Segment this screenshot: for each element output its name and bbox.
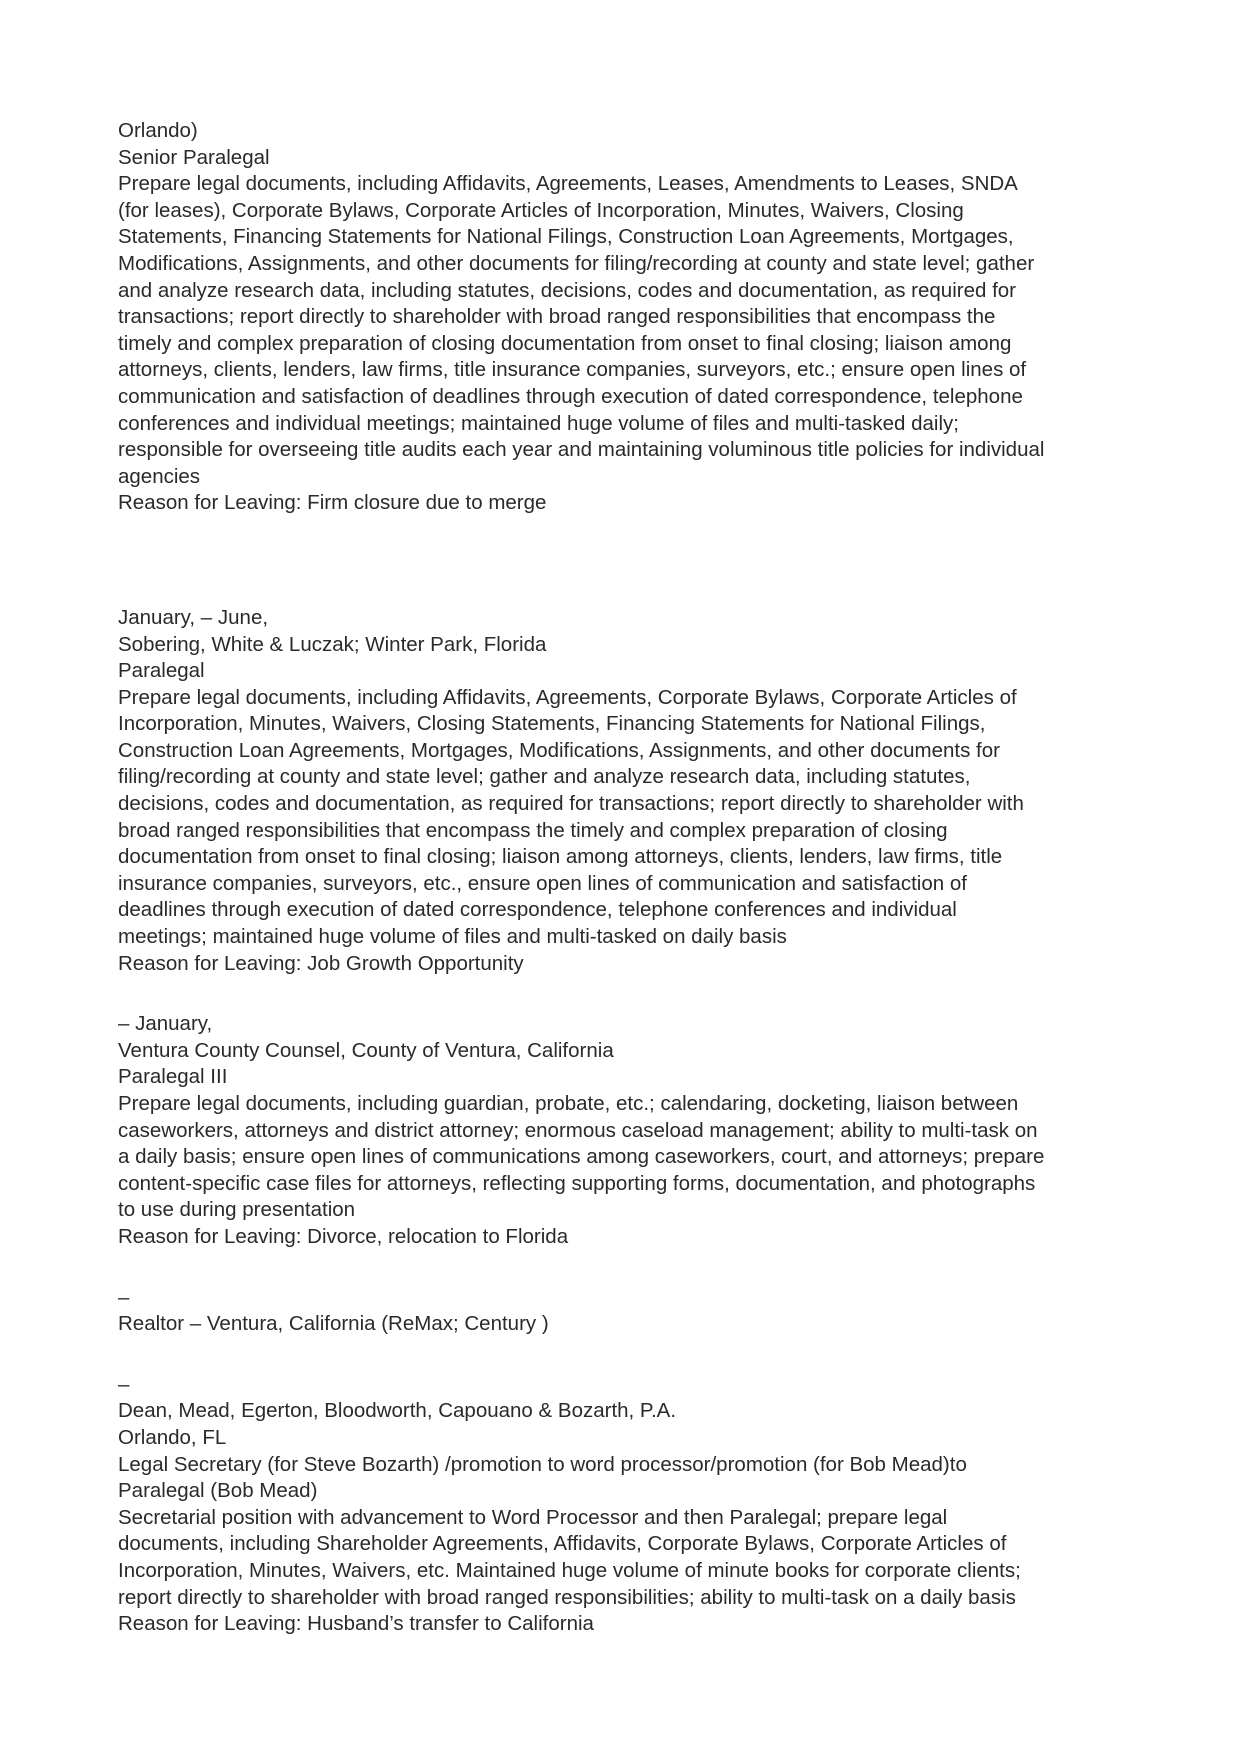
entry-employer: Dean, Mead, Egerton, Bloodworth, Capouano & Bozarth, P.A. — [118, 1399, 677, 1423]
entry-description — [118, 685, 1138, 951]
description-line: broad ranged responsibilities that encompass the timely and complex preparation of closing — [118, 818, 948, 842]
description-line: conferences and individual meetings; maintained huge volume of files and multi-tasked daily; — [118, 411, 959, 435]
description-line: decisions, codes and documentation, as required for transactions; report directly to shareholder with — [118, 792, 1024, 816]
employment-entry — [118, 118, 1138, 517]
entry-description — [118, 1505, 1138, 1611]
entry-reason-for-leaving: Reason for Leaving: Divorce, relocation to Florida — [118, 1224, 569, 1248]
description-line: documents, including Shareholder Agreements, Affidavits, Corporate Bylaws, Corporate Articles of — [118, 1532, 1007, 1556]
entry-title: Paralegal III — [118, 1065, 228, 1089]
description-line: Prepare legal documents, including guardian, probate, etc.; calendaring, docketing, liaison between — [118, 1092, 1019, 1115]
entry-dates: January, – June, — [118, 605, 269, 629]
entry-reason-for-leaving: Reason for Leaving: Job Growth Opportunity — [118, 951, 524, 975]
employment-entry — [118, 1011, 1138, 1250]
description-line: filing/recording at county and state level; gather and analyze research data, including statutes, — [118, 765, 971, 789]
description-line: Incorporation, Minutes, Waivers, Closing Statements, Financing Statements for National Filings, — [118, 712, 986, 736]
description-line: deadlines through execution of dated correspondence, telephone conferences and individual — [118, 898, 957, 922]
spacer — [118, 517, 1138, 605]
entry-title: Realtor – Ventura, California (ReMax; Century ) — [118, 1312, 549, 1336]
employment-entry — [118, 1372, 1138, 1638]
description-line: documentation from onset to final closing; liaison among attorneys, clients, lenders, law firms, title — [118, 845, 1003, 869]
entry-location: Orlando) — [118, 119, 198, 142]
spacer — [118, 977, 1138, 1011]
description-line: Prepare legal documents, including Affidavits, Agreements, Corporate Bylaws, Corporate Articles of — [118, 685, 1017, 709]
description-line: report directly to shareholder with broad ranged responsibilities; ability to multi-task on a daily basis — [118, 1585, 1016, 1609]
description-line: meetings; maintained huge volume of files and multi-tasked on daily basis — [118, 925, 787, 949]
description-line: caseworkers, attorneys and district attorney; enormous caseload management; ability to multi-task on — [118, 1118, 1038, 1142]
description-line: Secretarial position with advancement to Word Processor and then Paralegal; prepare legal — [118, 1505, 948, 1529]
entry-title: Paralegal — [118, 659, 205, 683]
entry-description — [118, 1091, 1138, 1224]
spacer — [118, 1251, 1138, 1285]
description-line: attorneys, clients, lenders, law firms, title insurance companies, surveyors, etc.; ensure open lines of — [118, 358, 1027, 382]
resume-page — [118, 118, 1138, 1638]
description-line: Construction Loan Agreements, Mortgages, Modifications, Assignments, and other documents for — [118, 738, 1000, 762]
description-line: Prepare legal documents, including Affidavits, Agreements, Leases, Amendments to Leases, SNDA — [118, 172, 1018, 196]
entry-dates: – January, — [118, 1012, 213, 1036]
description-line: transactions; report directly to shareholder with broad ranged responsibilities that encompass the — [118, 305, 996, 329]
description-line: a daily basis; ensure open lines of communications among caseworkers, court, and attorneys; prepare — [118, 1145, 1045, 1169]
entry-title: Paralegal (Bob Mead) — [118, 1479, 318, 1503]
employment-entry — [118, 1285, 1138, 1338]
description-line: timely and complex preparation of closing documentation from onset to final closing; liaison among — [118, 331, 1012, 355]
entry-title: Legal Secretary (for Steve Bozarth) /promotion to word processor/promotion (for Bob Mead)to — [118, 1452, 967, 1476]
employment-entry — [118, 605, 1138, 977]
description-line: agencies — [118, 464, 201, 488]
description-line: insurance companies, surveyors, etc., ensure open lines of communication and satisfaction of — [118, 871, 967, 895]
description-line: Incorporation, Minutes, Waivers, etc. Maintained huge volume of minute books for corporate clients; — [118, 1558, 1021, 1582]
entry-title: Senior Paralegal — [118, 145, 270, 169]
description-line: Modifications, Assignments, and other documents for filing/recording at county and state level; gather — [118, 251, 1035, 275]
description-line: to use during presentation — [118, 1198, 356, 1222]
entry-reason-for-leaving: Reason for Leaving: Husband’s transfer to California — [118, 1612, 594, 1636]
entry-dates: – — [118, 1372, 130, 1396]
entry-employer: Sobering, White & Luczak; Winter Park, Florida — [118, 632, 547, 656]
entry-description — [118, 171, 1138, 490]
description-line: and analyze research data, including statutes, decisions, codes and documentation, as required for — [118, 278, 1016, 302]
entry-reason-for-leaving: Reason for Leaving: Firm closure due to merge — [118, 491, 547, 515]
description-line: content-specific case files for attorneys, reflecting supporting forms, documentation, and photographs — [118, 1171, 1036, 1195]
entry-location: Orlando, FL — [118, 1425, 227, 1449]
spacer — [118, 1338, 1138, 1372]
description-line: communication and satisfaction of deadlines through execution of dated correspondence, telephone — [118, 384, 1023, 408]
entry-employer: Ventura County Counsel, County of Ventura, California — [118, 1038, 614, 1062]
entry-dates: – — [118, 1285, 130, 1309]
description-line: Statements, Financing Statements for National Filings, Construction Loan Agreements, Mortgages, — [118, 225, 1014, 249]
description-line: (for leases), Corporate Bylaws, Corporate Articles of Incorporation, Minutes, Waivers, Closing — [118, 198, 964, 222]
description-line: responsible for overseeing title audits each year and maintaining voluminous title policies for individual — [118, 438, 1045, 462]
